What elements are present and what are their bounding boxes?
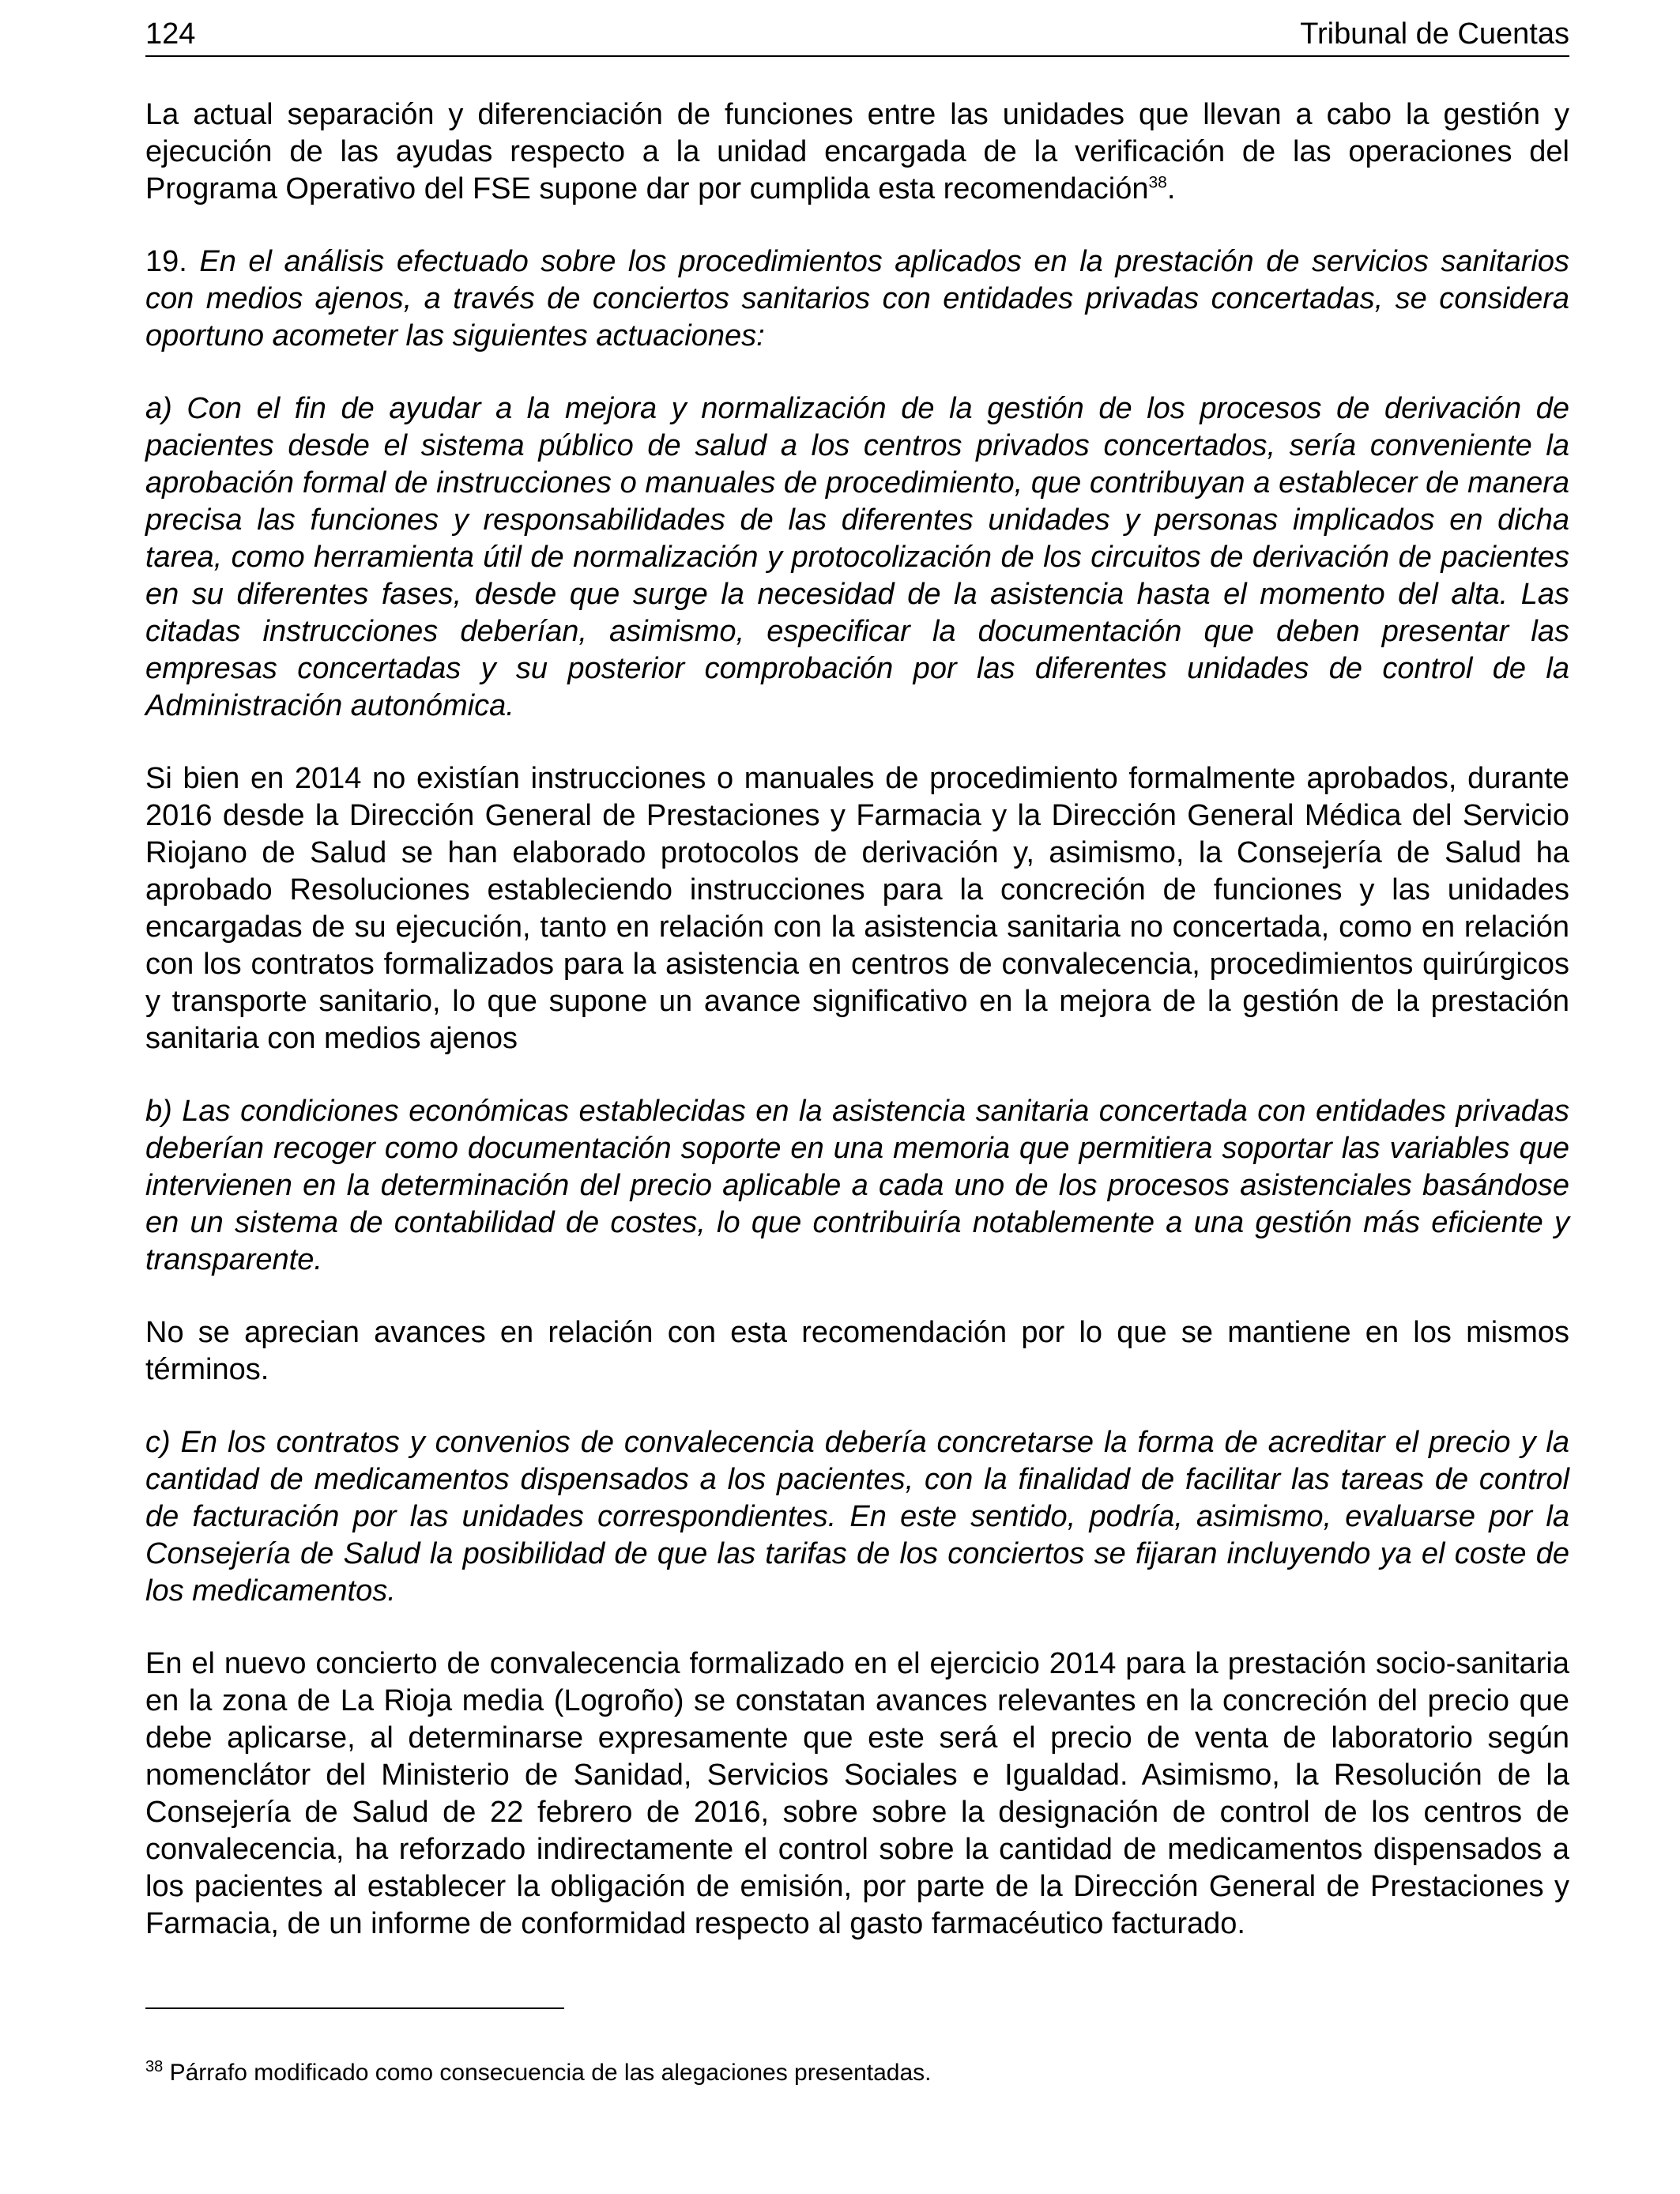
recommendation-number: 19. xyxy=(145,245,200,278)
recommendation-19 xyxy=(145,243,1569,355)
response-c: En el nuevo concierto de convalecencia formalizado en el ejercicio 2014 para la prestación socio-sanitaria en la zona de La Rioja media (Logroño) se constatan avances relevantes en la concreción del precio que debe aplicarse, al determinarse expresamente que este será el precio de venta de laboratorio según nomenclátor del Ministerio de Sanidad, Servicios Sociales e Igualdad. Asimismo, la Resolución de la Consejería de Salud de 22 febrero de 2016, sobre sobre la designación de control de los centros de convalecencia, ha reforzado indirectamente el control sobre la cantidad de medicamentos dispensados a los pacientes al establecer la obligación de emisión, por parte de la Dirección General de Prestaciones y Farmacia, de un informe de conformidad respecto al gasto farmacéutico facturado. xyxy=(145,1647,1569,1940)
document-title: Tribunal de Cuentas xyxy=(1300,17,1569,51)
paragraph-text: La actual separación y diferenciación de funciones entre las unidades que llevan a cabo la gestión y ejecución de las ayudas respecto a la unidad encargada de la verificación de las operaciones del Programa Operativo del FSE supone dar por cumplida esta recomendación xyxy=(145,98,1569,205)
page-number: 124 xyxy=(145,17,196,51)
footnote-divider xyxy=(145,2007,564,2009)
page-header xyxy=(145,14,1569,57)
page-body xyxy=(145,96,1569,1978)
paragraph-fse-recommendation xyxy=(145,96,1569,208)
recommendation-text: En el análisis efectuado sobre los procedimientos aplicados en la prestación de servicios sanitarios con medios ajenos, a través de conciertos sanitarios con entidades privadas concertadas, se considera oportuno acometer las siguientes actuaciones: xyxy=(145,245,1570,352)
recommendation-c: c) En los contratos y convenios de convalecencia debería concretarse la forma de acreditar el precio y la cantidad de medicamentos dispensados a los pacientes, con la finalidad de facilitar las tareas de control de facturación por las unidades correspondientes. En este sentido, podría, asimismo, evaluarse por la Consejería de Salud la posibilidad de que las tarifas de los conciertos se fijaran incluyendo ya el coste de los medicamentos. xyxy=(145,1426,1569,1608)
response-a: Si bien en 2014 no existían instrucciones o manuales de procedimiento formalmente aprobados, durante 2016 desde la Dirección General de Prestaciones y Farmacia y la Dirección General Médica del Servicio Riojano de Salud se han elaborado protocolos de derivación y, asimismo, la Consejería de Salud ha aprobado Resoluciones estableciendo instrucciones para la concreción de funciones y las unidades encargadas de su ejecución, tanto en relación con la asistencia sanitaria no concertada, como en relación con los contratos formalizados para la asistencia en centros de convalecencia, procedimientos quirúrgicos y transporte sanitario, lo que supone un avance significativo en la mejora de la gestión de la prestación sanitaria con medios ajenos xyxy=(145,762,1569,1055)
footnote-number: 38 xyxy=(145,2058,164,2075)
recommendation-b: b) Las condiciones económicas establecidas en la asistencia sanitaria concertada con entidades privadas deberían recoger como documentación soporte en una memoria que permitiera soportar las variables que intervienen en la determinación del precio aplicable a cada uno de los procesos asistenciales basándose en un sistema de contabilidad de costes, lo que contribuiría notablemente a una gestión más eficiente y transparente. xyxy=(145,1095,1569,1276)
paragraph-end: . xyxy=(1166,172,1176,205)
recommendation-a: a) Con el fin de ayudar a la mejora y normalización de la gestión de los procesos de derivación de pacientes desde el sistema público de salud a los centros privados concertados, sería conveniente la aprobación formal de instrucciones o manuales de procedimiento, que contribuyan a establecer de manera precisa las funciones y responsabilidades de las diferentes unidades y personas implicados en dicha tarea, como herramienta útil de normalización y protocolización de los circuitos de derivación de pacientes en su diferentes fases, desde que surge la necesidad de la asistencia hasta el momento del alta. Las citadas instrucciones deberían, asimismo, especificar la documentación que deben presentar las empresas concertadas y su posterior comprobación por las diferentes unidades de control de la Administración autonómica. xyxy=(145,392,1569,722)
footnote-text: Párrafo modificado como consecuencia de las alegaciones presentadas. xyxy=(163,2060,932,2086)
response-b: No se aprecian avances en relación con esta recomendación por lo que se mantiene en los mismos términos. xyxy=(145,1316,1569,1386)
footnote-reference: 38 xyxy=(1148,173,1167,192)
footnote xyxy=(145,2058,1569,2088)
